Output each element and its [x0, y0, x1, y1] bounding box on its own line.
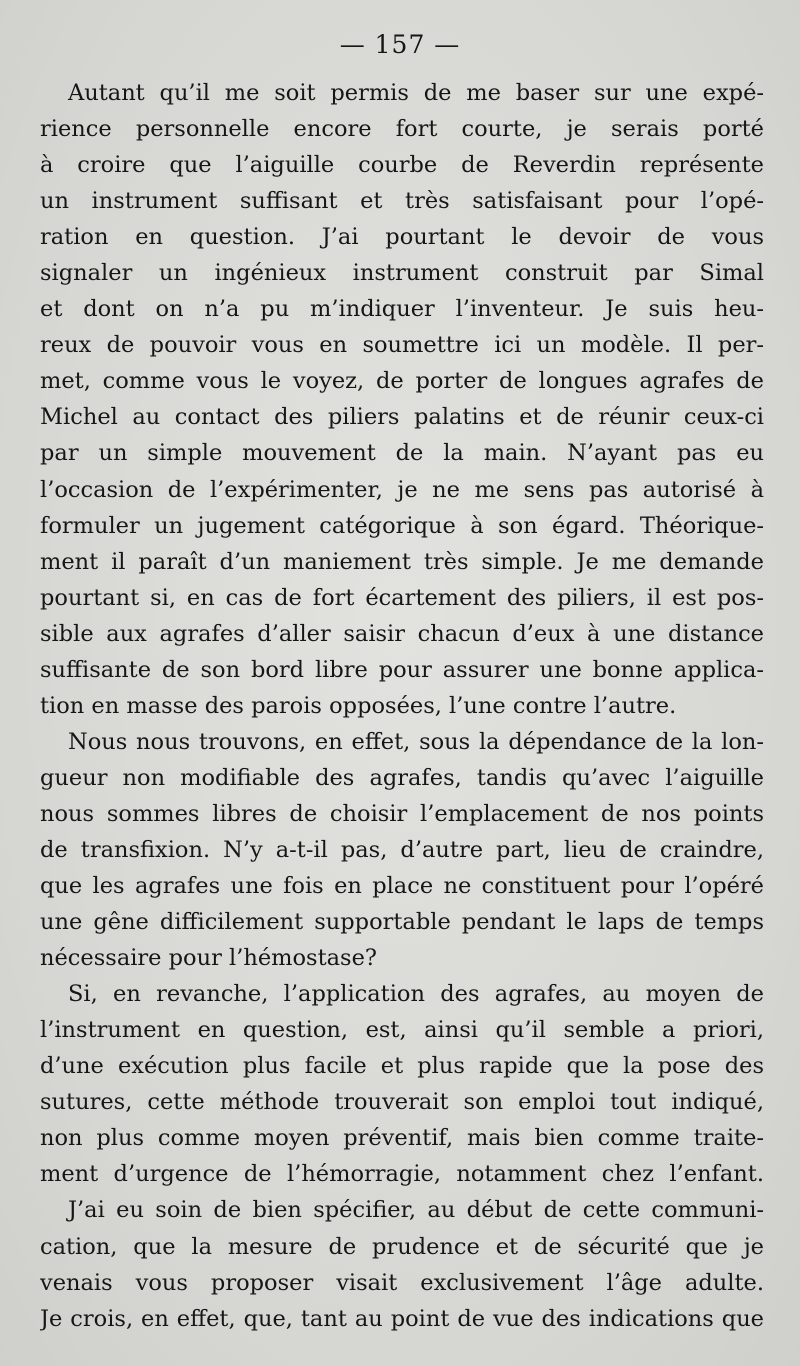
- text-line: et dont on n’a pu m’indiquer l’inventeur. Je suis heu-: [40, 296, 764, 323]
- text-line: de transfixion. N’y a-t-il pas, d’autre part, lieu de craindre,: [40, 836, 764, 863]
- text-line: que les agrafes une fois en place ne constituent pour l’opéré: [40, 873, 764, 900]
- text-line: rience personnelle encore fort courte, je serais porté: [40, 116, 764, 143]
- text-line: par un simple mouvement de la main. N’ayant pas eu: [40, 440, 764, 467]
- text-line: cation, que la mesure de prudence et de sécurité que je: [40, 1233, 764, 1260]
- text-line: une gêne difficilement supportable pendant le laps de temps: [40, 909, 764, 936]
- text-line: Autant qu’il me soit permis de me baser sur une expé-: [68, 80, 764, 106]
- text-line: J’ai eu soin de bien spécifier, au début de cette communi-: [68, 1197, 764, 1224]
- text-line: Si, en revanche, l’application des agrafes, au moyen de: [68, 981, 764, 1008]
- text-line: gueur non modifiable des agrafes, tandis qu’avec l’aiguille: [40, 764, 764, 791]
- body-text: [40, 75, 764, 1337]
- text-line: sible aux agrafes d’aller saisir chacun d’eux à une distance: [40, 620, 764, 647]
- text-line: ment il paraît d’un maniement très simple. Je me demande: [40, 548, 764, 575]
- text-line: suffisante de son bord libre pour assurer une bonne applica-: [40, 656, 764, 683]
- text-line: nous sommes libres de choisir l’emplacement de nos points: [40, 800, 764, 827]
- text-line: ration en question. J’ai pourtant le devoir de vous: [40, 224, 764, 251]
- text-line: reux de pouvoir vous en soumettre ici un modèle. Il per-: [40, 332, 764, 359]
- text-line: pourtant si, en cas de fort écartement des piliers, il est pos-: [40, 584, 764, 611]
- text-line: tion en masse des parois opposées, l’une contre l’autre.: [40, 692, 677, 719]
- text-line: Je crois, en effet, que, tant au point de vue des indications que: [40, 1305, 764, 1332]
- text-line: sutures, cette méthode trouverait son emploi tout indiqué,: [40, 1089, 764, 1116]
- page-number: — 157 —: [339, 30, 461, 59]
- text-line: l’instrument en question, est, ainsi qu’il semble a priori,: [40, 1017, 764, 1044]
- text-line: non plus comme moyen préventif, mais bien comme traite-: [40, 1125, 764, 1152]
- text-line: met, comme vous le voyez, de porter de longues agrafes de: [40, 368, 764, 395]
- text-line: signaler un ingénieux instrument construit par Simal: [40, 260, 764, 287]
- text-line: Michel au contact des piliers palatins et de réunir ceux-ci: [40, 404, 764, 431]
- text-line: d’une exécution plus facile et plus rapide que la pose des: [40, 1053, 764, 1080]
- text-line: formuler un jugement catégorique à son égard. Théorique-: [40, 512, 764, 539]
- text-line: venais vous proposer visait exclusivement l’âge adulte.: [40, 1269, 764, 1296]
- text-line: Nous nous trouvons, en effet, sous la dépendance de la lon-: [68, 728, 764, 755]
- text-line: l’occasion de l’expérimenter, je ne me sens pas autorisé à: [40, 476, 764, 503]
- text-line: à croire que l’aiguille courbe de Reverdin représente: [40, 152, 764, 179]
- text-line: nécessaire pour l’hémostase?: [40, 945, 377, 972]
- text-line: ment d’urgence de l’hémorragie, notamment chez l’enfant.: [40, 1161, 764, 1188]
- text-line: un instrument suffisant et très satisfaisant pour l’opé-: [40, 188, 764, 215]
